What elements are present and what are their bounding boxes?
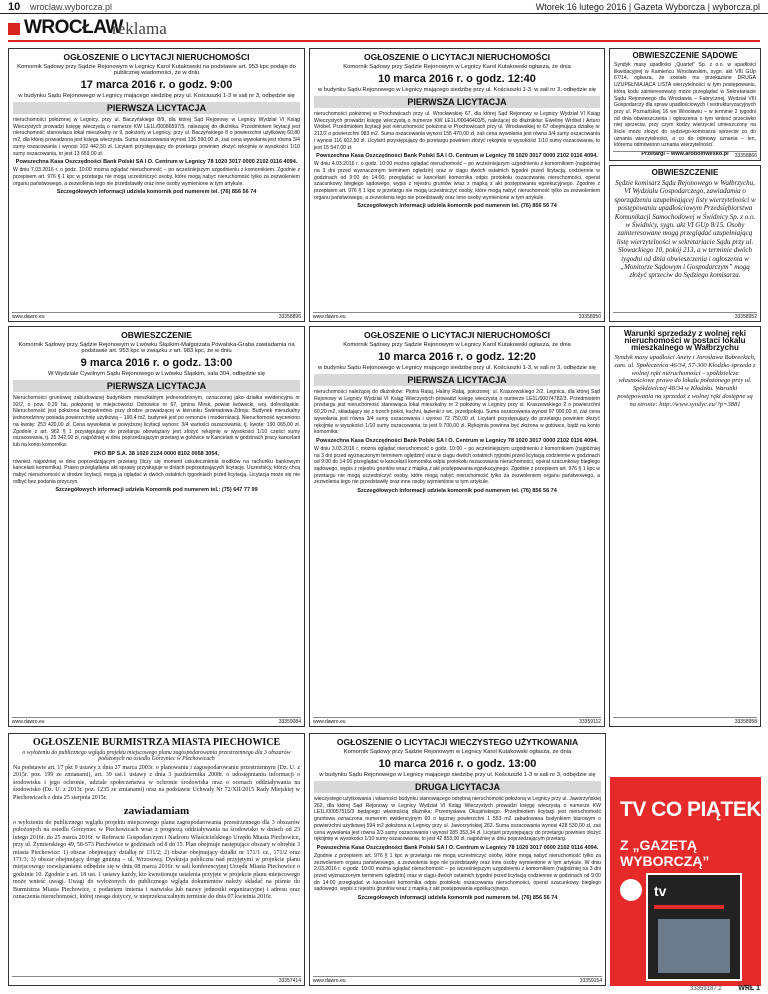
ad-number: 33359084	[278, 719, 301, 725]
ad-number: 33358866	[734, 153, 757, 159]
ad-body: wieczystego użytkowania i własności budynku stanowiącego odrębną nieruchomość położoną w Legnicy przy ul. Jaworzyńskiej 262, dla której Sąd Rejonowy w Legnicy Wydział VI Ksiąg Wieczystych prowadzi księgę wieczystą o numerze KW LE1L/00057515/3 będącego własnością dłużnika: Przemysława Okupińskiego. Przedmiotem licytacji jest nieruchomość gruntowa oznaczona numerem ewidencyjnym 60 o łącznej powierzchni 1 553 m2 zabudowana budynkiem biurowym o powierzchni użytkowej 594 m2 położona w Legnicy przy ul. Jaworzyńskiej 262. Suma oszacowania wynosi 428 530,00 zł, zaś cena wywołania jest równa 2/3 sumy oszacowania i wynosi 285 353,34 zł. Licytant przystępujący do przetargu powinien złożyć rękojmię w wysokości 1/10 sumy oszacowania, to jest 42 853,00 zł, najpóźniej w dniu poprzedzającym przetarg.	[314, 796, 601, 843]
ad-body: Sędzie komisarz Sądu Rejonowego w Wałbrzychu, VI Wydziału Gospodarczego, zawiadamia o sporządzeniu uzupełniającej listy wierzytelności w postępowaniu upadłościowym Przedsiębiorstwa Komunikacji Samochodowej w Świdnicy Sp. z o.o. w Świdnicy, sygn. akt VI GUp 8/15. Osoby zainteresowane mogą przeglądać uzupełniającą listę wierzytelności w sekretariacie Sądu przy ul. Słowackiego 10, pokój 213, a w terminie dwóch tygodni od dnia obwieszczenia i ogłoszenia w „Monitorze Sądowym i Gospodarczym” mogą złożyć sprzeciw do Sędziego komisarza.	[614, 179, 756, 280]
ad-number: 33357414	[278, 978, 301, 984]
ad-url[interactable]: www.dawro.eu	[12, 314, 45, 320]
ad-body: nieruchomości położonej w Legnicy, przy ul. Baczyńskiego 8/9, dla której Sąd Rejonowy w Legnicy Wydział VI Ksiąg Wieczystych prowadzi księgę wieczystą o numerze KW LE1L/00086597/5, należącej do dłużnika. Przedmiotem licytacji jest nieruchomość stanowiąca lokal mieszkalny nr 9, położony w Legnicy, przy ul. Baczyńskiego 8 o powierzchni użytkowej 60,80 m2, dla której prowadzona jest księga wieczysta. Suma oszacowania wynosi 136 590,00 zł, zaś cena wywołania jest równa 3/4 sumy oszacowania i wynosi 102 442,50 zł. Licytant przystępujący do przetargu powinien złożyć rękojmię w wysokości 1/10 sumy oszacowania, to jest 13 659,00 zł.	[13, 117, 300, 157]
ad-auction-type: PIERWSZA LICYTACJA	[13, 102, 300, 114]
ad-bank: PKO BP S.A. 38 1020 2124 0000 8102 0058 3054,	[94, 450, 219, 457]
ad-title: OGŁOSZENIE O LICYTACJI NIERUCHOMOŚCI	[364, 52, 550, 62]
ad-signature: Przetargi – www.aroboinwesko.pl	[641, 151, 729, 158]
ad-number: 33359154	[579, 978, 602, 984]
ad-auction-legnica-2	[309, 326, 605, 727]
ad-intro: Komornik Sądowy przy Sądzie Rejonowym w Legnicy Karol Kutakowski na podstawie art. 953 kpc podaje do publicznej wiadomości, że w dniu	[17, 64, 296, 76]
ad-location: W Wydziale Cywilnym Sądu Rejonowego w Lwówku Śląskim, sala 304, odbędzie się	[47, 371, 266, 377]
cover-image	[658, 919, 730, 973]
ad-date: 9 marca 2016 r. o godz. 13:00	[80, 357, 233, 369]
ad-body: Syndyk masy upadłości „Quartet” Sp. z o.o. w upadłości likwidacyjnej w Kamieńcu Wrocławskim, sygn. akt VIII GUp 67/14, ogłasza, że zostało mu przekazane DRUGA UZUPEŁNIAJĄCA LISTA wierzytelności w tym postępowaniu, którą kodu zainteresowany może przeglądać w Sekretariacie Sądu Rejonowego dla Wrocławia – Fabrycznej, Wydział VIII Gospodarczy dla spraw upadłościowych i restrukturyzacyjnych przy ul. Poznańskiej 16 we Wrocławiu – w terminie 2 tygodni od dnia obwieszczenia i ogłoszenia o tym wniesć przeciwko niej sprzeciw, przy czym kodzy wierzyciel umieszczony na liście może złożyć do sędziego-komisarza sprzeciw co do uznania wierzytelności, a co do odmowy uznania – ten, któremu odmówiono uznania wierzytelności.	[614, 62, 756, 149]
ad-url[interactable]: www.dawro.eu	[12, 719, 45, 725]
ad-body-2: W dniu 3.03.2016 r. można oglądać nieruchomość o godz. 10:00 – po wcześniejszym uzgodnieniu z komornikiem (najpóźniej na 3 dni przed wyznaczonym terminem oględzin) oraz w ciągu dwóch ostatnich tygodni przed licytacją codziennie w godzinach od 9:00 do 14:00 przeglądać w kancelarii komornika odpis protokołu oszacowania nieruchomości, operat szacunkowy biegłego sądowego, wypis z rejestru gruntów wraz z mapką z akt postępowania egzekucyjnego. Zgodnie z przepisem art. 976 § 1 kpc w przetargu nie mogą uczestniczyć osoby, które mogą nabyć nieruchomość tylko za zezwoleniem organu państwowego, a zezwolenia tego nie przedstawiły oraz inne osoby wymienione w tym artykule.	[314, 445, 600, 486]
page-header	[0, 0, 768, 14]
ad-auction-prochowice	[309, 48, 605, 322]
ad-title: OGŁOSZENIE O LICYTACJI NIERUCHOMOŚCI	[63, 52, 250, 62]
ad-footer	[613, 312, 757, 320]
ad-auction-type: PIERWSZA LICYTACJA	[314, 374, 600, 386]
ad-number: 33358896	[278, 314, 301, 320]
promo-badge-icon	[620, 879, 642, 901]
ad-title: OGŁOSZENIE BURMISTRZA MIASTA PIECHOWICE	[32, 737, 281, 748]
ad-bank: Powszechna Kasa Oszczędności Bank Polski SA I O. Centrum w Legnicy 78 1020 3017 0000 2102 0116 4094.	[316, 844, 599, 851]
ad-body: Na podstawie art. 17 pkt 9 ustawy z dnia 27 marca 2003r. o planowaniu i zagospodarowaniu przestrzennym (Dz. U. z 2015r. poz. 199 ze zmianami), art. 39 ust.1 ustawy z dnia 3 października 2008r. o udostępnianiu informacji o środowisku i jego ochronie, udziale społeczeństwa w ochronie środowiska oraz o ocenach oddziaływania na środowisko (Dz. U. z 2013r. poz. 1235 ze zmianami) oraz na podstawie Uchwały Nr 72/XII/2015 Rady Miejskiej w Piechowicach z dnia 25 sierpnia 2015r.	[13, 765, 300, 801]
ad-title: Warunki sprzedaży z wolnej ręki nieruchomości w postaci lokalu mieszkalnego w Wałbrzychu	[624, 329, 746, 352]
ad-body-2: Zgodnie z przepisem art. 976 § 1 kpc w przetargu nie mogą uczestniczyć osoby, które mogą nabyć nieruchomość tylko za zezwoleniem organu państwowego, a zezwolenia tego nie przedstawiły oraz inne osoby wymienione w tym artykule. W dniu 2.03.2016 r. o godz. 10:00 można oglądać nieruchomość – po wcześniejszym uzgodnieniu z komornikiem (najpóźniej na 3 dni przed wyznaczonym terminem oględzin) oraz w ciągu dwóch ostatnich tygodni przed licytacją codziennie w godzinach od 9:00 do 14:00 przeglądać w kancelarii komornika odpis protokołu oszacowania nieruchomości, operat szacunkowy biegłego sądowego, wypis z rejestru gruntów wraz z mapką z akt postępowania egzekucyjnego.	[314, 852, 601, 893]
ad-date: 17 marca 2016 r. o godz. 9:00	[80, 79, 233, 91]
ad-date: 10 marca 2016 r. o godz. 12:20	[378, 351, 536, 363]
ad-intro: Komornik Sądowy przy Sądzie Rejonowym w Legnicy Karol Kutakowski ogłasza, że dnia	[343, 749, 572, 755]
ad-intro: Komornik Sądowy przy Sądzie Rejonowym w Legnicy Karol Kutakowski ogłasza, że dnia	[343, 342, 571, 348]
ad-date: 10 marca 2016 r. o godz. 13:00	[378, 758, 537, 770]
ad-bank: Powszechna Kasa Oszczędności Bank Polski SA I O. Centrum w Legnicy 78 1020 3017 0000 2102 0116 4094.	[316, 437, 598, 444]
ad-footer	[613, 151, 757, 159]
promo-number: 33359187.2	[690, 986, 722, 992]
ad-footer	[12, 312, 301, 320]
ad-body: nieruchomości należącej do dłużników: Piotra Rataj, Haliny Rataj, położonej: ul. Kraszewskiego 2/2, Legnica, dla której Sąd Rejonowy w Legnicy Wydział VI Ksiąg Wieczystych prowadzi księgę wieczystą o numerze LE1L/00074782/3. Przedmiotem przetargu jest nieruchomość stanowiąca lokal mieszkalny nr 2 położony w Legnicy przy ul. Kraszewskiego 2 o powierzchni 60,20 m2, składający się z trzech pokoi, kuchni, łazienki z wc, przedpokoju. Suma oszacowania wynosi 97 000,00 zł, zaś cena wywołania jest równa 3/4 sumy oszacowania i wynosi 72 750,00 zł. Licytant przystępujący do przetargu powinien złożyć rękojmię w wysokości 1/10 sumy oszacowania, to jest 9 700,00 zł. Rękojmia powinna być złożona w gotówce, bądź na konto komornika:	[314, 389, 600, 436]
brand-section: reklama	[112, 19, 167, 38]
ad-footer	[613, 717, 757, 725]
ad-url[interactable]: www.dawro.eu	[313, 978, 346, 984]
ad-body-2: W dniu 7.03.2016 r. o godz. 10:00 można oglądać nieruchomość – po wcześniejszym uzgodnieniu z komornikiem. Zgodnie z przepisem art. 976 § 1 kpc w przetargu nie mogą uczestniczyć osoby, które mogą nabyć nieruchomość tylko za zezwoleniem organu państwowego, a zezwolenia tego nie przedstawiły oraz inne osoby wymienione w tym artykule.	[13, 167, 300, 187]
ad-body: Nieruchomości gruntowej zabudowanej budynkiem mieszkalnym jednorodzinnym, oznaczonej jako działka ewidencyjna nr 92/2, o pow. 0,29 ha, położonej w miejscowości Ostrowice nr 67, gmina Mirsk, powiat lwówecki, woj. dolnośląskie. Nieruchomość jest położona bezpośrednio przy drodze prowadzącej w kierunku Świeradowa-Zdroju. Budynek mieszkalny jednorodzinny posiada powierzchnię użytkową – 190,4 m2, budynek jest po remoncie i modernizacji. Nieruchomość wyceniono na kwotę: 253 420,00 zł. Cena wywołania w powyższej licytacji wynosi: 3/4 wartości oszacowania, tj. kwotę: 190 065,00 zł. Zgodnie z art. 962 § 1 przystępujący do przetargu obowiązany jest złożyć rękojmię w wysokości 1/10 części sumy oszacowania, tj. 25 342,00 zł, najpóźniej w dniu poprzedzającym przetarg w gotówce w Kancelarii w godzinach pracy kancelarii lub na konto komornika:	[13, 395, 300, 448]
ad-body: Syndyk masy upadłości Anety i Jarosława Babreckich, zam. ul. Społeczeńca 46/34, 57-300 Kłodzko sprzeda z wolnej ręki nieruchomości – spółdzielcze własnościowe prawo do lokalu położonego przy ul. Spółdzielczej 48/34 w Kłodzku. Warunki postępowania na sprzedaż z wolnej ręki dostępne są na stronie: http://www.syndyc.eu/?p=3881	[614, 354, 756, 408]
ad-title: OGŁOSZENIE O LICYTACJI WIECZYSTEGO UŻYTKOWANIA	[336, 737, 579, 747]
ad-body-2: o wyłożeniu do publicznego wglądu projektu miejscowego planu zagospodarowania przestrzennego dla 3 obszarów położonych na osiedlu Górzyniec w Piechowicach wraz z prognozą oddziaływania na środowisko w dniach od 23 lutego 2016r. do 25 marca 2016r. w Referacie Gospodarczym i Nadzoru Właścicielskiego Urzędu Miasta Piechowice, przy ul. Żymierskiego 49, 58-573 Piechowice w godzinach od 8 do 15. Plan obejmuje następujące obszary w obrębie 3 miasta Piechowice: 1) obszar obejmujący działkę nr 131/2; 2) obszar obejmujący działki nr 171/1 cz., 171/2 oraz 171/3; 3) obszar obejmujący drogę gminną – ul. Wrzosową. Dyskusja publiczna nad przyjętymi w projekcie planu miejscowego rozwiązaniami odbędzie się w dniu 08 marca 2016r. w sali konferencyjnej Urzędu Miasta Piechowice o godzinie 10. Zgodnie z art. 18 ust. 1 ustawy każdy, kto kwestionuje ustalenia przyjęte w projekcie planu miejscowego może wnieść uwagi. Uwagi do wyłożonych do publicznego wglądu dokumentów należy składać na piśmie do Burmistrza Miasta Piechowice, z podaniem imienia i nazwiska lub nazwy jednostki organizacyjnej i adresu oraz oznaczenia nieruchomości, której uwaga dotyczy, w nieprzekraczalnym terminie do dnia 07 kwietnia 2016r.	[13, 820, 300, 901]
ad-auction-lwowek	[8, 326, 305, 727]
ad-auction-legnica-1	[8, 48, 305, 322]
ad-contact: Szczegółowych informacji udziela komornik pod numerem tel. (76) 856 56 74	[357, 488, 557, 495]
ad-court-notice-walbrzych	[609, 165, 761, 322]
brand-rule	[8, 40, 760, 42]
ad-bank: Powszechna Kasa Oszczędności Bank Polski SA I O. Centrum w Legnicy 78 1020 3017 0000 2102 0116 4094.	[316, 153, 598, 160]
tv-promo[interactable]	[610, 777, 761, 986]
ad-piechowice-plan	[8, 733, 305, 986]
ad-auction-usufruct	[309, 733, 606, 986]
ad-sale-klodzko	[609, 326, 761, 727]
ad-footer	[12, 976, 301, 984]
ad-location: w budynku Sądu Rejonowego w Legnicy mającego siedzibę przy ul. Kościuszki 1-3, w sali nr 3, odbędzie się	[317, 365, 597, 371]
ad-contact: Szczegółowych informacji udziela komornik pod numerem tel. (76) 856 56 74	[357, 895, 558, 902]
ad-contact: Szczegółowych informacji udziela komornik pod numerem tel. (76) 856 56 74	[357, 203, 557, 210]
ad-number: 33359112	[579, 719, 601, 725]
ad-title: OBWIESZCZENIE	[651, 168, 719, 177]
page-number: 10	[8, 1, 21, 13]
ad-intro: Komornik Sądowy przy Sądzie Rejonowym w Lwówku Śląskim-Małgorzata Powalska-Graba zawiadamia na podstawie art. 953 kpc w związku z art. 983 kpc, że w dniu	[18, 342, 295, 354]
ad-auction-type: PIERWSZA LICYTACJA	[13, 380, 300, 392]
ad-location: w budynku Sądu Rejonowego w Legnicy mającego siedzibę przy ul. Kościuszki 1-3 w sali nr 3, odbędzie się	[319, 772, 596, 778]
ad-number: 33358950	[578, 314, 601, 320]
ad-title: OBWIESZCZENIE SĄDOWE	[632, 51, 738, 60]
ad-intro: Komornik Sądowy przy Sądzie Rejonowym w Legnicy Karol Kutakowski ogłasza, że dnia	[343, 64, 571, 70]
ad-footer	[313, 976, 602, 984]
ad-footer	[313, 312, 601, 320]
ad-url[interactable]: www.dawro.eu	[313, 719, 346, 725]
brand-city: WROCŁAW	[24, 17, 123, 38]
issue-date: Wtorek 16 lutego 2016 | Gazeta Wyborcza | wyborcza.pl	[535, 2, 760, 12]
brand-square-icon	[8, 23, 20, 35]
section-brand	[8, 17, 768, 39]
ad-location: w budynku Sądu Rejonowego w Legnicy mającego siedzibę przy ul. Kościuszki 1-3 w sali nr 3, odbędzie się	[18, 93, 295, 99]
ad-contact: Szczegółowych informacji udziela Komornik pod numerem tel.: (75) 647 77 99	[55, 487, 258, 494]
ad-footer	[12, 717, 301, 725]
ad-number: 33358958	[734, 719, 757, 725]
ad-intro: o wyłożeniu do publicznego wglądu projektu miejscowego planu zagospodarowania przestrzennego dla 3 obszarów położonych na osiedlu Górzyniec w Piechowicach	[22, 750, 291, 762]
ad-footer	[313, 717, 601, 725]
ad-location: w budynku Sądu Rejonowego w Legnicy mającego siedzibę przy ul. Kościuszki 1-3, w sali nr 3, odbędzie się	[317, 87, 597, 93]
ad-body: nieruchomości położonej w Prochowicach przy ul. Wrocławskiej 67, dla której Sąd Rejonowy w Legnicy Wydział VI Ksiąg Wieczystych prowadzi księgę wieczystą o numerze KW LE1L/00046403/5, należącej do dłużników: Ewelinę Wróbel i Arturo Wróbel. Przedmiotem licytacji jest nieruchomość położona w Prochowicach przy ul. Wrocławskiej nr 67 obejmująca działkę nr 212/2 o powierzchni 983 m2. Suma oszacowania wynosi 155 470,00 zł, zaś cena wywołania jest równa 3/4 sumy oszacowania i wynosi 116 602,50 zł. Licytant przystępujący do przetargu powinien złożyć rękojmię w wysokości 1/10 sumy oszacowania, to jest 15 547,00 zł.	[314, 111, 600, 151]
ad-date: 10 marca 2016 r. o godz. 12:40	[378, 73, 536, 85]
ad-announce: zawiadamiam	[123, 805, 190, 818]
ad-body-2: również najpóźniej w dniu poprzedzającym przetarg (liczy się moment uskutecznienia środków na rachunku bankowym kancelarii komornika). Prawo przeglądania akt sprawy przysługuje w dniach poprzedzających licytację. Uczestnicy, którzy chcą nabyć nieruchomość w drodze licytacji, mogą ją oglądać w dwóch ostatnich tygodniach przed licytacją. Licytacja może się nie odbyć bez podania przyczyn.	[13, 458, 300, 485]
ad-title: OBWIESZCZENIE	[121, 330, 192, 340]
ad-court-notice-quartet	[609, 48, 761, 161]
ad-contact: Szczegółowych informacji udziela komornik pod numerem tel. (76) 856 56 74	[56, 189, 257, 196]
ad-auction-type: PIERWSZA LICYTACJA	[314, 96, 600, 108]
cover-stripe	[654, 905, 724, 909]
ad-number: 33358952	[734, 314, 757, 320]
page-footer-code: WRŁ 1	[738, 985, 760, 992]
promo-subtitle: Z „GAZETĄ WYBORCZĄ”	[620, 837, 710, 869]
promo-title: TV CO PIĄTEK	[620, 798, 761, 821]
cover-title: tv	[654, 883, 667, 899]
ad-url[interactable]: www.dawro.eu	[313, 314, 346, 320]
ad-auction-type: DRUGA LICYTACJA	[314, 781, 601, 793]
ad-body-2: W dniu 4.03.2016 r. o godz. 10:00 można oglądać nieruchomość – po wcześniejszym uzgodnieniu z komornikiem (najpóźniej na 3 dni przed wyznaczonym terminem oględzin) oraz w ciągu dwóch ostatnich tygodni przed licytacją, codziennie w godzinach od 9:00 do 14:00, przeglądać w kancelarii komornika odpis protokołu oszacowania nieruchomości, operat szacunkowy biegłego sądowego, wypis z rejestru gruntów wraz z mapką z akt postępowania egzekucyjnego. Zgodnie z przepisem art. 976 § 1 kpc w przetargu nie mogą uczestniczyć osoby, które mogą nabyć nieruchomość tylko za zezwoleniem organu państwowego, a zezwolenia tego nie przedstawiły oraz inne osoby wymienione w tym artykule.	[314, 161, 600, 201]
ad-title: OGŁOSZENIE O LICYTACJI NIERUCHOMOŚCI	[364, 330, 550, 340]
ad-bank: Powszechna Kasa Oszczędności Bank Polski SA I O. Centrum w Legnicy 78 1020 3017 0000 2102 0116 4094.	[15, 159, 298, 166]
magazine-cover	[646, 873, 742, 981]
site-url[interactable]: wroclaw.wyborcza.pl	[30, 2, 113, 12]
